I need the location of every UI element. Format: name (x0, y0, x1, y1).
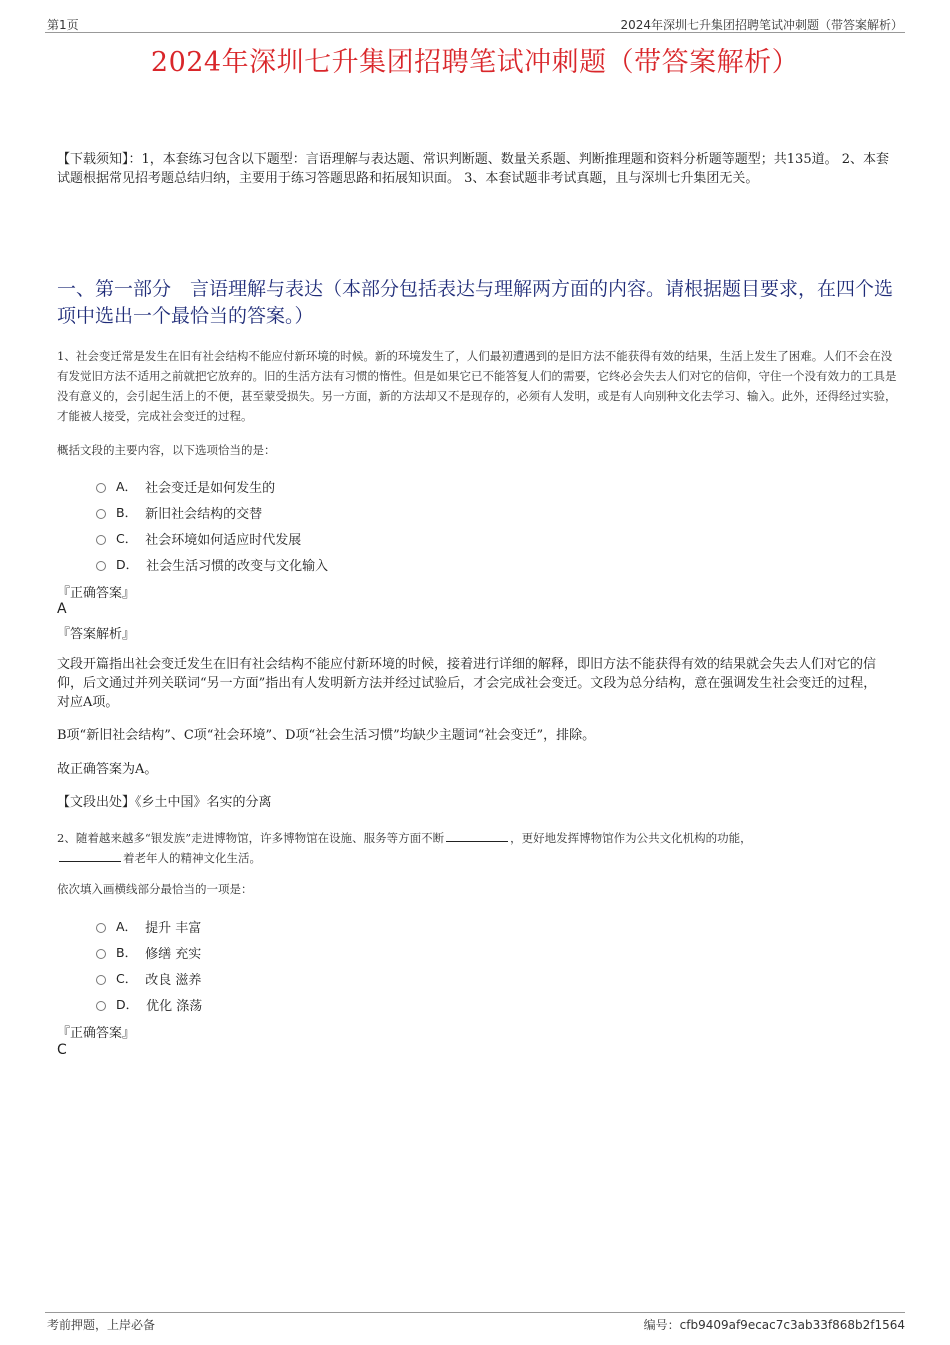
option-letter: C． (116, 971, 138, 986)
correct-answer: C (57, 1042, 67, 1058)
option-letter: D． (116, 997, 139, 1012)
question-1-options (96, 473, 796, 577)
option-text: 提升 丰富 (145, 920, 202, 936)
radio-icon[interactable] (96, 975, 106, 985)
analysis-paragraph: 文段开篇指出社会变迁发生在旧有社会结构不能应付新环境的时候，接着进行详细的解释，即旧方法不能获得有效的结果就会失去人们对它的信仰，后文通过并列关联词“另一方面”指出有人发明新方法并经过试验后，才会完成社会变迁。文段为总分结构，意在强调发生社会变迁的过程，对应A项。 (57, 657, 877, 710)
question-2-text: 2、随着越来越多“银发族”走进博物馆，许多博物馆在设施、服务等方面不断 ，更好地发挥博物馆作为公共文化机构的功能， 着老年人的精神文化生活。 (57, 831, 752, 865)
fill-blank (59, 850, 121, 862)
analysis-label: 『答案解析』 (57, 627, 136, 642)
footer-divider (45, 1312, 905, 1313)
option-text: 社会环境如何适应时代发展 (145, 532, 302, 548)
option-letter: A． (116, 919, 138, 934)
option-d[interactable] (96, 991, 796, 1017)
option-letter: B． (116, 505, 138, 520)
option-text: 改良 滋养 (145, 972, 202, 988)
radio-icon[interactable] (96, 949, 106, 959)
question-2-prompt: 依次填入画横线部分最恰当的一项是： (57, 882, 253, 896)
correct-answer-label: 『正确答案』 (57, 586, 136, 601)
page-number: 第1页 (47, 18, 79, 32)
radio-icon[interactable] (96, 535, 106, 545)
radio-icon[interactable] (96, 561, 106, 571)
option-c[interactable] (96, 525, 796, 551)
section-heading: 一、第一部分 言语理解与表达（本部分包括表达与理解两方面的内容。请根据题目要求，在四个选项中选出一个最恰当的答案。） (57, 278, 894, 327)
option-b[interactable] (96, 939, 796, 965)
option-letter: B． (116, 945, 138, 960)
running-title: 2024年深圳七升集团招聘笔试冲刺题（带答案解析） (620, 18, 903, 32)
radio-icon[interactable] (96, 483, 106, 493)
footer-slogan: 考前押题，上岸必备 (47, 1318, 156, 1332)
document-title: 2024年深圳七升集团招聘笔试冲刺题（带答案解析） (150, 47, 800, 78)
option-text: 社会变迁是如何发生的 (145, 480, 276, 496)
option-a[interactable] (96, 913, 796, 939)
question-1-text: 1、社会变迁常是发生在旧有社会结构不能应付新环境的时候。新的环境发生了，人们最初遭遇到的是旧方法不能获得有效的结果，生活上发生了困难。人们不会在没有发觉旧方法不适用之前就把它放弃的。旧的生活方法有习惯的惰性。但是如果它已不能答复人们的需要，它终必会失去人们对它的信仰，守住一个没有效力的工具是没有意义的，会引起生活上的不便，甚至蒙受损失。另一方面，新的方法却又不是现存的，必须有人发明，或是有人向别种文化去学习、输入。此外，还得经过实验，才能被人接受，完成社会变迁的过程。 (57, 349, 897, 423)
option-b[interactable] (96, 499, 796, 525)
option-a[interactable] (96, 473, 796, 499)
option-letter: A． (116, 479, 138, 494)
source-note: 【文段出处】《乡土中国》名实的分离 (57, 795, 272, 810)
option-text: 社会生活习惯的改变与文化输入 (146, 558, 329, 574)
option-d[interactable] (96, 551, 796, 577)
option-text: 新旧社会结构的交替 (145, 506, 263, 522)
fill-blank (446, 830, 508, 842)
radio-icon[interactable] (96, 1001, 106, 1011)
radio-icon[interactable] (96, 509, 106, 519)
page-header (45, 12, 905, 33)
correct-answer-label: 『正确答案』 (57, 1026, 136, 1041)
option-text: 修缮 充实 (145, 946, 202, 962)
radio-icon[interactable] (96, 923, 106, 933)
option-letter: C． (116, 531, 138, 546)
question-2-options (96, 913, 796, 1017)
analysis-paragraph: 故正确答案为A。 (57, 762, 158, 777)
option-c[interactable] (96, 965, 796, 991)
analysis-paragraph: B项“新旧社会结构”、C项“社会环境”、D项“社会生活习惯”均缺少主题词“社会变迁”，排除。 (57, 728, 596, 743)
option-text: 优化 涤荡 (146, 998, 203, 1014)
question-1-prompt: 概括文段的主要内容，以下选项恰当的是： (57, 443, 276, 457)
option-letter: D． (116, 557, 139, 572)
download-notice: 【下载须知】：1，本套练习包含以下题型：言语理解与表达题、常识判断题、数量关系题、判断推理题和资料分析题等题型；共135道。 2、本套试题根据常见招考题总结归纳，主要用于练习答题思路和拓展知识面。 3、本套试题非考试真题，且与深圳七升集团无关。 (57, 152, 889, 186)
correct-answer: A (57, 601, 67, 617)
footer-code: 编号：cfb9409af9ecac7c3ab33f868b2f1564 (643, 1318, 905, 1332)
